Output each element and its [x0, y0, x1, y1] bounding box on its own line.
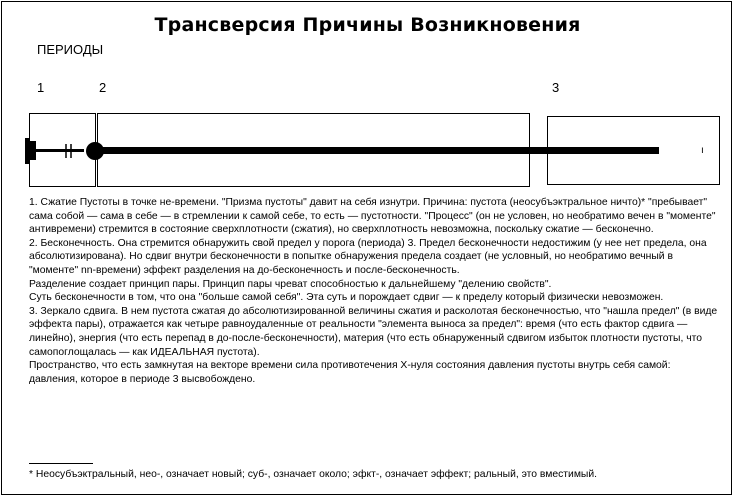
period-number-2: 2 — [99, 80, 107, 95]
page-title: Трансверсия Причины Возникновения — [154, 14, 581, 36]
rod-collar — [29, 141, 36, 160]
paragraph-3: Разделение создает принцип пары. Принцип пары чреват способностью к дальнейшему "делению свойств". — [29, 278, 552, 290]
period-number-3: 3 — [552, 80, 560, 95]
period-box-3-mark: ı — [701, 145, 704, 156]
footnote-divider — [29, 463, 93, 464]
main-beam — [95, 147, 659, 154]
paragraph-4: Суть бесконечности в том, что она "больше самой себя". Эта суть и порождает сдвиг — к пределу который физически невозможен. — [29, 292, 664, 304]
paragraph-5: 3. Зеркало сдвига. В нем пустота сжатая до абсолютизированной величины сжатия и расколотая бесконечностью, что "нашла предел" (в виде эффекта пары), отражается как четыре равноудаленные от реальности "элемента выноса за предел": время (что есть фактор сдвига — линейно), энергия (что есть перепад в до-после-бесконечности), материя (что есть обнаруженный сдвигом избыток плотности пустоты, что самопоглощалась — как ИДЕАЛЬНАЯ пустота). — [29, 305, 718, 358]
paragraph-6: Пространство, что есть замкнутая на векторе времени сила противотечения Х-нуля состояния давления пустоты внутрь себя самой: давления, которое в периоде 3 высвобождено. — [29, 360, 671, 385]
paragraph-1: 1. Сжатие Пустоты в точке не-времени. "Призма пустоты" давит на себя изнутри. Причина: пустота (неосубъэктральное ничто)* "пребывает" сама собой — сама в себе — в стремлении к самой себе, то есть — пустотности. "Процесс" (он не условен, но необратимо вечен в "моменте" антивремени) стремится в состояние сверхплотности (сжатия), но сверхплотность невозможна, поскольку сжатие — бесконечно. — [29, 197, 716, 236]
left-end-cap — [25, 138, 29, 164]
description-text — [29, 196, 719, 386]
periods-label: ПЕРИОДЫ — [37, 42, 104, 57]
paragraph-2: 2. Бесконечность. Она стремится обнаружить свой предел у порога (периода) 3. Предел бесконечности недостижим (у нее нет предела, она абсолютизирована). Но сдвиг внутри бесконечности в попытке обнаружения предела создает (не условный, но необратимо вечный в "моменте" nn-времени) эффект разделения на до-бесконечность и после-бесконечность. — [29, 237, 707, 276]
thin-rod — [29, 149, 84, 152]
period-number-1: 1 — [37, 80, 45, 95]
footnote: * Неосубъэктральный, нео-, означает новый; суб-, означает около; эфкт-, означает эффект; ральный, это вместимый. — [29, 469, 598, 480]
